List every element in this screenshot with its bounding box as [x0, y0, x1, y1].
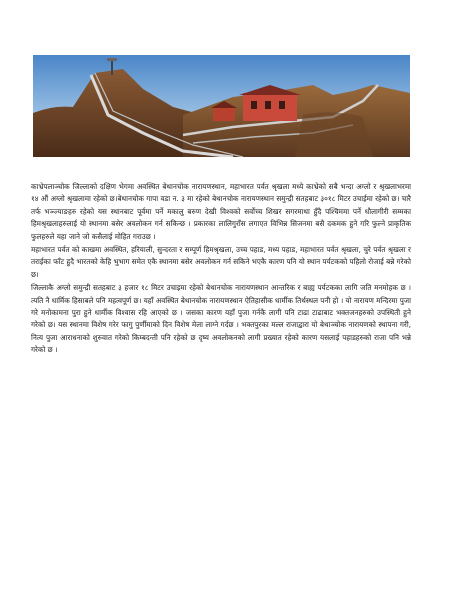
- article-body: [31, 181, 411, 358]
- paragraph-1: काभ्रेपलाञ्चोक जिल्लाको दक्षिण भेगमा अवस्थित बेथानचोक नारायणस्थान, महाभारत पर्वत श्रृखला मध्ये काभ्रेको सबै भन्दा अग्लो र श्रृखलाभरमा १४ औं अग्लो श्रृखलामा रहेको छ।बेथानचोक गापा वडा न. ३ मा रहेको बेथानचोक नारायणस्थान समुन्द्री सतहबाट ३०१८ मिटर उचाईमा रहेको छ। चारै तर्फ भञ्ज्याङहरु रहेको यस स्थानबाट पूर्वमा पर्ने मकालु बरुण देखी विश्वको सर्वोच्च शिखर सगरमाथा हुँदै पश्चिममा पर्ने धौलागीरी सम्मका हिमश्रृखलाहरुलाई यो स्थानमा बसेर अवलोकन गर्न सकिन्छ । प्रकारका लालिगुराँस लगाएत विभिन्न सिजनमा बसै दकमक हुने गरि फुल्ने प्राकृतिक फुलहरुले यहा जाने जो कसैलाई मोहित गराउछ ।: [31, 182, 411, 241]
- landscape-photo: [33, 55, 410, 157]
- paragraph-2: महाभारत पर्वत को काखमा अवस्थित, हरियाली, सुन्दरता र सम्पूर्ण हिमश्रृखला, उच्च पहाड, मध्य पहाड, महाभारत पर्वत श्रृखला, चुरे पर्वत श्रृखला र तराईका फाँट हुदै भारतको केहि भुभाग समेत एकै स्थानमा बसेर अवलोकन गर्न सकिने भएकै कारण पनि यो स्थान पर्यटकको पहिलो रोजाई बन्ने गरेको छ।: [31, 245, 411, 279]
- paragraph-3: जिल्लाकै अग्लो समुन्द्री सतहबाट ३ हजार १८ मिटर उचाइमा रहेको बेथानचोक नारायणस्थान आन्तरिक र बाह्य पर्यटकका लागि जति मनमोहक छ । त्यति नै धार्मिक हिसाबले पनि महत्वपूर्ण छ। यहाँ अवस्थित बेथानचोक नारायणस्थान ऐतिहासीक धार्मीक तिर्थस्थल पनी हो । यो नारायण मन्दिरमा पुजा गरे मनोकामना पुरा हुने धार्मीक विश्वास रहि आएको छ । जसका कारण यहाँ पुजा गर्नकै लागी पनि टाढा टाढाबाट भक्तजनहरुको उपस्थिती हुने गरेको छ। यस स्थानमा विशेष गरेर फागु पुर्णीमाको दिन विशेष मेला लाग्ने गर्दछ । भक्तपुरका मल्ल राजाद्वारा यो बेथाञ्चोक नारायणको स्थापना गरी, नित्य पुजा आराधनाको शुरुवात गरेको किम्बदन्ती पनि रहेको छ दृष्य अवलोकनको लागी प्रख्यात रहेको कारण यसलाई पहाडहरुको राजा पनि भन्ने गरेको छ ।: [31, 283, 411, 355]
